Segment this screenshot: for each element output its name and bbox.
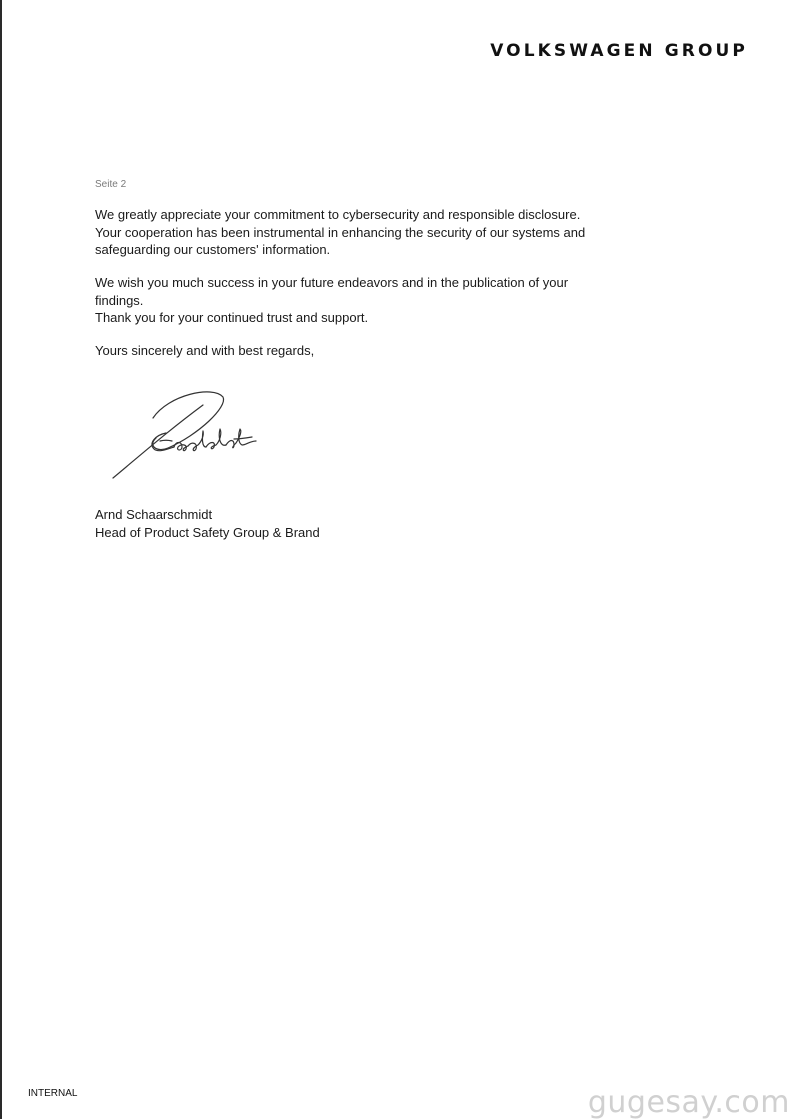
classification-label: INTERNAL: [28, 1088, 78, 1099]
paragraph-line: We wish you much success in your future endeavors and in the publication of your: [95, 275, 569, 290]
signer-title: Head of Product Safety Group & Brand: [95, 525, 320, 540]
paragraph-line: Your cooperation has been instrumental in enhancing the security of our systems and: [95, 224, 586, 240]
watermark: gugesay.com: [587, 1085, 790, 1120]
paragraph-line: findings.: [95, 292, 144, 308]
handwritten-signature: [108, 383, 268, 483]
wishes-paragraph: [95, 274, 635, 327]
paragraph-line: We greatly appreciate your commitment to cybersecurity and responsible disclosure.: [95, 207, 581, 222]
signer-block: [95, 506, 320, 542]
appreciation-paragraph: [95, 206, 635, 259]
paragraph-line: safeguarding our customers' information.: [95, 242, 331, 257]
page-left-edge: [0, 0, 2, 1119]
page-number-label: Seite 2: [95, 179, 127, 190]
closing-text: Yours sincerely and with best regards,: [95, 343, 315, 358]
brand-logo-text: VOLKSWAGEN GROUP: [490, 41, 748, 61]
paragraph-line: Thank you for your continued trust and support.: [95, 310, 369, 325]
signer-name: Arnd Schaarschmidt: [95, 507, 213, 522]
closing-line: [95, 342, 635, 360]
